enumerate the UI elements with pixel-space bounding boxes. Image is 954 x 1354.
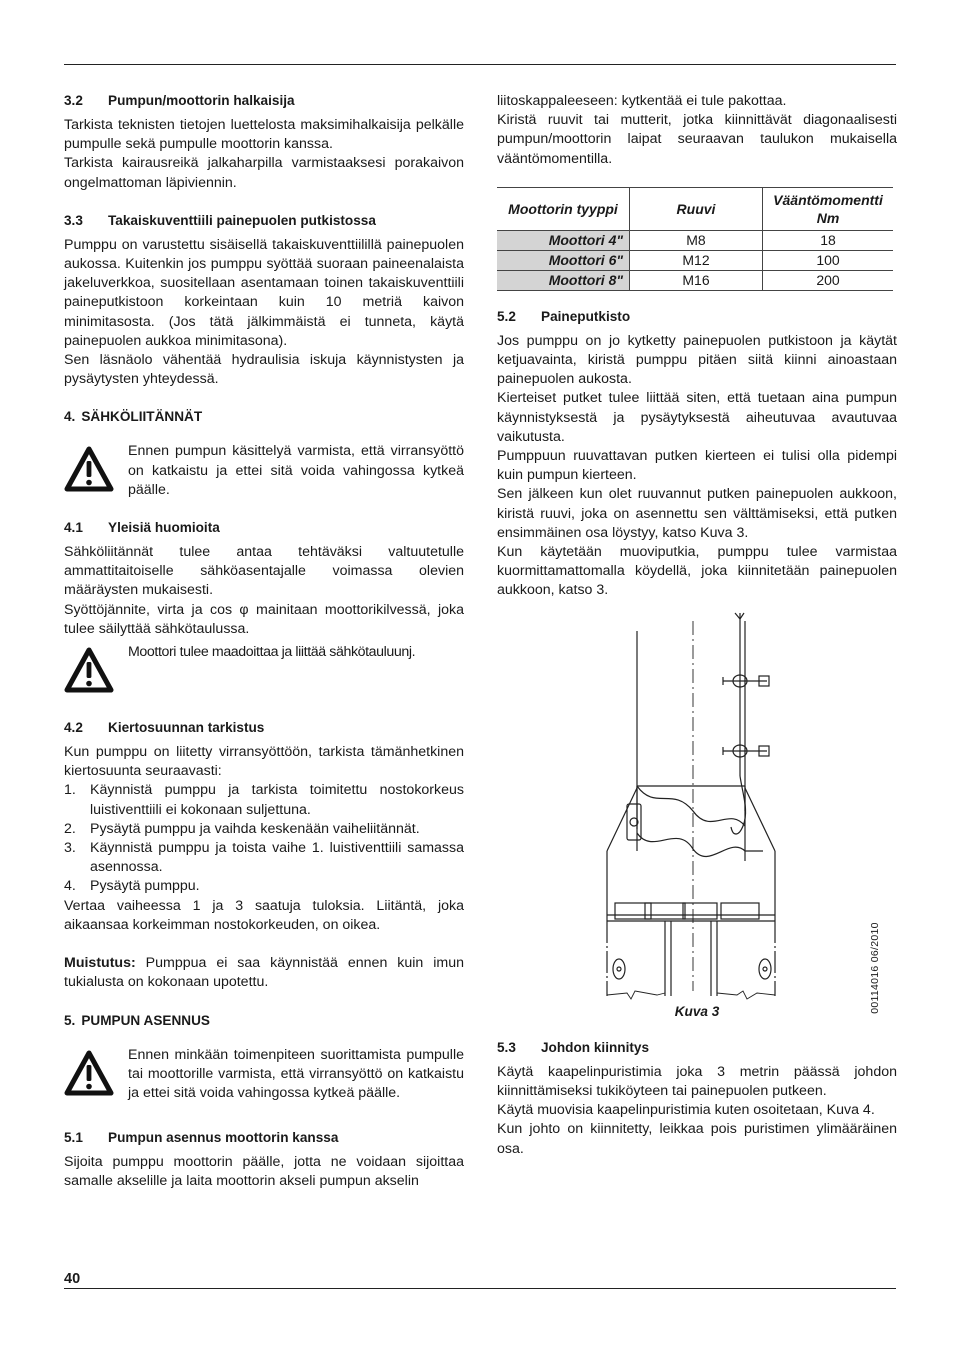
note-label: Muistutus: <box>64 955 136 972</box>
table-cell: 100 <box>763 250 894 270</box>
paragraph: Kun käytetään muoviputkia, pumppu tulee varmistaa kuormittamattomalla köydellä, joka kiinnitetään painepuolen aukkoon, katso 3. <box>497 544 897 599</box>
warning-triangle-icon <box>64 1050 114 1096</box>
paragraph: Kun pumppu on liitetty virransyöttöön, tarkista tämänhetkinen kiertosuunta seuraavasti: <box>64 744 464 780</box>
left-column <box>64 92 464 1192</box>
paragraph: Tarkista kairausreikä jalkaharpilla varmistaaksesi porakaivon ongelmattoman läpiviennin. <box>64 155 464 191</box>
warning-block <box>64 643 464 693</box>
list-item: 2. Pysäytä pumppu ja vaihda keskenään vaiheliitännät. <box>64 820 420 837</box>
table-cell: Moottori 4" <box>497 230 630 250</box>
steps-list <box>64 781 464 896</box>
table-row <box>497 270 893 290</box>
heading-4-2: 4.2 Kiertosuunnan tarkistus <box>64 720 265 736</box>
paragraph: liitoskappaleeseen: kytkentää ei tule pakottaa. <box>497 93 787 109</box>
table-cell: M12 <box>630 250 763 270</box>
heading-3-3: 3.3 Takaiskuventtiili painepuolen putkistossa <box>64 212 376 228</box>
table-cell: Moottori 6" <box>497 250 630 270</box>
page-number: 40 <box>64 1271 81 1287</box>
table-row <box>497 230 893 250</box>
figure-code: 00114016 06/2010 <box>869 921 881 1014</box>
paragraph: Kun johto on kiinnitetty, leikkaa pois puristimen ylimääräinen osa. <box>497 1121 897 1157</box>
table-row <box>497 250 893 270</box>
torque-table <box>497 187 893 291</box>
table-header: Moottorin tyyppi <box>497 187 630 230</box>
table-cell: 18 <box>763 230 894 250</box>
paragraph: Vertaa vaiheessa 1 ja 3 saatuja tuloksia. Liitäntä, joka aikaansaa korkeimman nostokorkeuden, on oikea. <box>64 897 464 933</box>
paragraph: Sen läsnäolo vähentää hydraulisia iskuja käynnistysten ja pysäytysten yhteydessä. <box>64 352 464 388</box>
paragraph: Tarkista teknisten tietojen luettelosta maksimihalkaisija pelkälle pumpulle sekä pumpulle moottorin kanssa. <box>64 117 464 153</box>
heading-5: 5. PUMPUN ASENNUS <box>64 1012 210 1028</box>
heading-4: 4. SÄHKÖLIITÄNNÄT <box>64 409 203 425</box>
bottom-rule <box>64 1288 896 1289</box>
table-cell: 200 <box>763 270 894 290</box>
list-item: 3. Käynnistä pumppu ja toista vaihe 1. luistiventtiili samassa asennossa. <box>64 840 464 876</box>
table-cell: M8 <box>630 230 763 250</box>
table-cell: Moottori 8" <box>497 270 630 290</box>
paragraph: Kiristä ruuvit tai mutterit, jotka kiinnittävät diagonaalisesti pumpun/moottorin laipat seuraavan taulukon mukaisella vääntömomentilla. <box>497 112 897 167</box>
heading-4-1: 4.1 Yleisiä huomioita <box>64 520 220 536</box>
paragraph: Syöttöjännite, virta ja cos φ mainitaan moottorikilvessä, joka tulee säilyttää sähkötaulussa. <box>64 601 464 637</box>
figure-caption: Kuva 3 <box>674 1003 720 1019</box>
heading-5-2: 5.2 Paineputkisto <box>497 308 631 324</box>
note <box>64 954 464 992</box>
table-header-row <box>497 187 893 230</box>
list-item: 1. Käynnistä pumppu ja tarkista toimitettu nostokorkeus luistiventtiili ei kokonaan suljettuna. <box>64 782 464 818</box>
paragraph: Pumppu on varustettu sisäisellä takaiskuventtiilillä painepuolen aukossa. Kuitenkin jos pumppu syöttää suoraan paineenalaista jakeluverkkoa, suositellaan asentamaan toinen takaiskuventtiili paineputkistoon korkeintaan kuin 10 metriä kaivon minimitasosta. (Jos tätä jälkimmäistä ei tunneta, käytä painepuolen aukkoa minimitasona). <box>64 236 464 349</box>
heading-3-2: 3.2 Pumpun/moottorin halkaisija <box>64 93 295 108</box>
heading-5-1: 5.1 Pumpun asennus moottorin kanssa <box>64 1130 339 1146</box>
paragraph: Sähköliitännät tulee antaa tehtäväksi valtuutetulle ammattitaitoiselle sähköasentajalle voimassa olevien määräysten mukaisesti. <box>64 544 464 599</box>
paragraph: Sijoita pumppu moottorin päälle, jotta ne voidaan sijoittaa samalle akselille ja laita moottorin akseli pumpun akselin <box>64 1154 464 1190</box>
warning-triangle-icon <box>64 446 114 492</box>
pump-installation-figure <box>497 611 897 1006</box>
paragraph: Pumppuun ruuvattavan putken kierteen ei tulisi olla pidempi kuin pumpun kierteen. <box>497 448 897 484</box>
warning-text: Ennen minkään toimenpiteen suorittamista pumpulle tai moottorille varmista, että virransyöttö on katkaistu ja ettei sitä voida vahingossa kytkeä päälle. <box>128 1046 464 1101</box>
paragraph: Kierteiset putket tulee liittää siten, että tuetaan aina pumpun käynnistyksestä ja pysäytyksestä aiheutuvaa avautuvaa vaikutusta. <box>497 390 897 445</box>
note-text: Pumppua ei saa käynnistää ennen kuin imun tukialusta on kokonaan upotettu. <box>64 955 464 991</box>
paragraph: Käytä kaapelinpuristimia joka 3 metrin päässä johdon kiinnittämiseksi tukiköyteen tai painepuolen putkeen. <box>497 1063 897 1100</box>
table-header: Vääntömomentti Nm <box>763 187 894 230</box>
paragraph: Sen jälkeen kun olet ruuvannut putken painepuolen aukkoon, kiristä ruuvi, joka on asennettu sen välttämiseksi, että putken ensimmäinen osa löystyy, katso Kuva 3. <box>497 486 897 541</box>
warning-triangle-icon <box>64 647 114 693</box>
paragraph: Jos pumppu on jo kytketty painepuolen putkistoon ja käytät ketjuavainta, kiristä pumppu pitäen siitä kiinni ainoastaan painepuolen aukosta. <box>497 332 897 388</box>
list-item: 4. Pysäytä pumppu. <box>64 878 200 895</box>
top-rule <box>64 64 896 65</box>
table-cell: M16 <box>630 270 763 290</box>
warning-block <box>64 1046 464 1104</box>
paragraph: Käytä muovisia kaapelinpuristimia kuten osoitetaan, Kuva 4. <box>497 1102 875 1119</box>
right-column <box>497 92 897 1159</box>
warning-text: Moottori tulee maadoittaa ja liittää sähkötauluunj. <box>128 644 416 661</box>
heading-5-3: 5.3 Johdon kiinnitys <box>497 1039 649 1055</box>
warning-block <box>64 442 464 500</box>
warning-text: Ennen pumpun käsittelyä varmista, että virransyöttö on katkaistu ja ettei sitä voida vahingossa kytkeä päälle. <box>128 443 464 498</box>
table-header: Ruuvi <box>630 187 763 230</box>
